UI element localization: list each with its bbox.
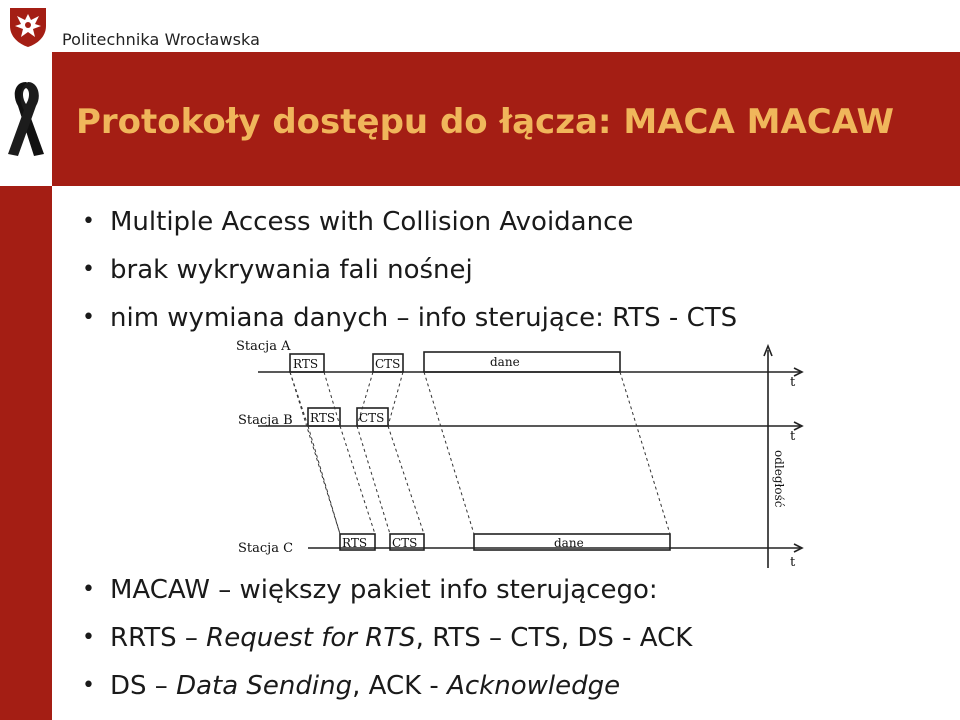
top-bar	[0, 0, 960, 52]
bullet-text-italic: Data Sending	[176, 671, 353, 701]
bullet-item	[78, 662, 692, 710]
bullet-text-italic: Request for RTS	[206, 623, 416, 653]
bullet-item	[78, 566, 692, 614]
university-eagle-logo-icon	[6, 4, 50, 48]
distance-label: odległość	[772, 450, 786, 508]
c-data-label: dane	[554, 536, 584, 550]
time-label-b: t	[790, 429, 796, 444]
bullet-text: DS –	[110, 671, 177, 701]
time-label-c: t	[790, 555, 796, 570]
station-a-data-packet	[424, 352, 620, 372]
maca-timing-diagram	[228, 336, 808, 580]
station-a-label: Stacja A	[236, 339, 291, 354]
station-c-label: Stacja C	[238, 541, 294, 556]
bullet-item: • brak wykrywania fali nośnej	[78, 246, 737, 294]
bullet-text: MACAW – większy pakiet info sterującego:	[110, 575, 658, 605]
time-label-a: t	[790, 375, 796, 390]
bullet-text: , ACK -	[352, 671, 448, 701]
bullet-text-italic: Acknowledge	[447, 671, 621, 701]
mourning-ribbon-icon	[4, 76, 50, 160]
b-rts-label: RTS	[310, 411, 336, 425]
c-cts-label: CTS	[392, 536, 418, 550]
a-cts-label: CTS	[375, 357, 401, 371]
slide-title: Protokoły dostępu do łącza: MACA MACAW	[76, 102, 895, 142]
bullet-text: , RTS – CTS, DS - ACK	[415, 623, 693, 653]
slide-header	[52, 52, 960, 186]
bullet-item: • nim wymiana danych – info sterujące: RTS - CTS	[78, 294, 737, 342]
c-rts-label: RTS	[342, 536, 368, 550]
a-data-label: dane	[490, 355, 520, 369]
b-cts-label: CTS	[359, 411, 385, 425]
a-rts-label: RTS	[293, 357, 319, 371]
top-bullet-list	[78, 198, 737, 342]
bottom-bullet-list	[78, 566, 692, 710]
university-name: Politechnika Wrocławska	[62, 30, 261, 49]
bullet-item: • Multiple Access with Collision Avoidance	[78, 198, 737, 246]
bullet-item	[78, 614, 692, 662]
bullet-text: RRTS –	[110, 623, 207, 653]
station-b-label: Stacja B	[238, 413, 293, 428]
